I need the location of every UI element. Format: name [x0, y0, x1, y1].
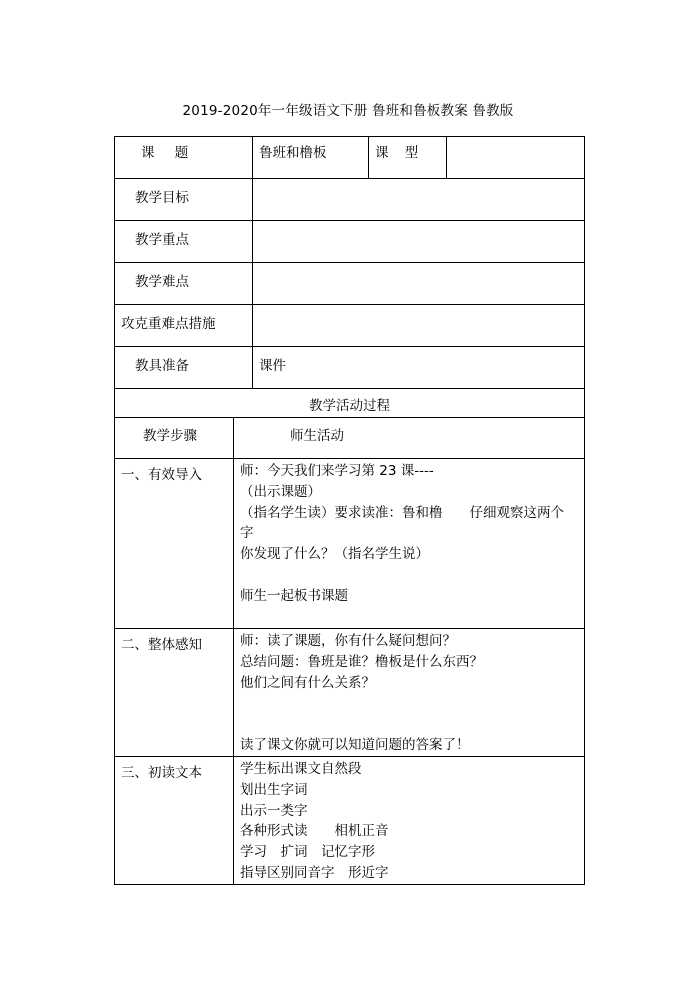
step-activities — [234, 629, 585, 757]
measures-label: 攻克重难点措施 — [115, 305, 253, 347]
process-header-row — [115, 389, 585, 418]
key-points-value — [253, 221, 585, 263]
activity-line: 师：读了课题，你有什么疑问想问？ — [240, 633, 456, 649]
document-title: 2019-2020年一年级语文下册 鲁班和鲁板教案 鲁教版 — [182, 103, 514, 119]
info-row-measures — [115, 305, 585, 347]
activity-line: 师：今天我们来学习第 23 课---- — [240, 463, 434, 479]
activity-line — [240, 565, 584, 586]
activity-line: （指名学生读）要求读准：鲁和橹 仔细观察这两个 — [240, 504, 564, 521]
activity-line — [240, 693, 584, 714]
step-name: 二、整体感知 — [115, 629, 234, 757]
activity-line: 师生一起板书课题 — [240, 587, 348, 604]
activity-line: 指导区别同音字 形近字 — [240, 864, 389, 881]
subject-label: 课 题 — [115, 137, 253, 179]
step-activities — [234, 757, 585, 885]
info-row-objectives — [115, 179, 585, 221]
step-row-1 — [115, 459, 585, 629]
activity-line: 学习 扩词 记忆字形 — [240, 844, 375, 861]
lesson-type-label: 课 型 — [369, 137, 447, 179]
step-name: 一、有效导入 — [115, 459, 234, 629]
step-row-2 — [115, 629, 585, 757]
activity-line: 出示一类字 — [240, 802, 308, 819]
process-header: 教学活动过程 — [115, 389, 585, 418]
measures-value — [253, 305, 585, 347]
activity-line: 读了课文你就可以知道问题的答案了！ — [240, 736, 470, 753]
lesson-plan-table — [114, 136, 585, 885]
subject-row — [115, 137, 585, 179]
step-name: 三、初读文本 — [115, 757, 234, 885]
subject-value: 鲁班和橹板 — [253, 137, 369, 179]
materials-label: 教具准备 — [115, 347, 253, 389]
step-row-3 — [115, 757, 585, 885]
materials-value: 课件 — [253, 347, 585, 389]
objectives-label: 教学目标 — [115, 179, 253, 221]
steps-column-header: 教学步骤 — [115, 418, 234, 459]
activity-line: 各种形式读 相机正音 — [240, 823, 389, 840]
info-row-materials — [115, 347, 585, 389]
difficulties-label: 教学难点 — [115, 263, 253, 305]
key-points-label: 教学重点 — [115, 221, 253, 263]
activity-line: （出示课题） — [240, 483, 321, 500]
activity-line: 你发现了什么？（指名学生说） — [240, 546, 429, 563]
step-activities — [234, 459, 585, 629]
activity-line: 字 — [240, 525, 254, 542]
activity-line — [240, 714, 584, 735]
info-row-difficulties — [115, 263, 585, 305]
activity-line: 总结问题：鲁班是谁？橹板是什么东西？ — [240, 653, 483, 670]
objectives-value — [253, 179, 585, 221]
lesson-type-value — [447, 137, 585, 179]
activity-line: 划出生字词 — [240, 781, 308, 798]
activities-column-header: 师生活动 — [234, 418, 585, 459]
info-row-key-points — [115, 221, 585, 263]
activity-line: 学生标出课文自然段 — [240, 761, 362, 777]
difficulties-value — [253, 263, 585, 305]
activity-line: 他们之间有什么关系？ — [240, 674, 375, 691]
column-header-row — [115, 418, 585, 459]
